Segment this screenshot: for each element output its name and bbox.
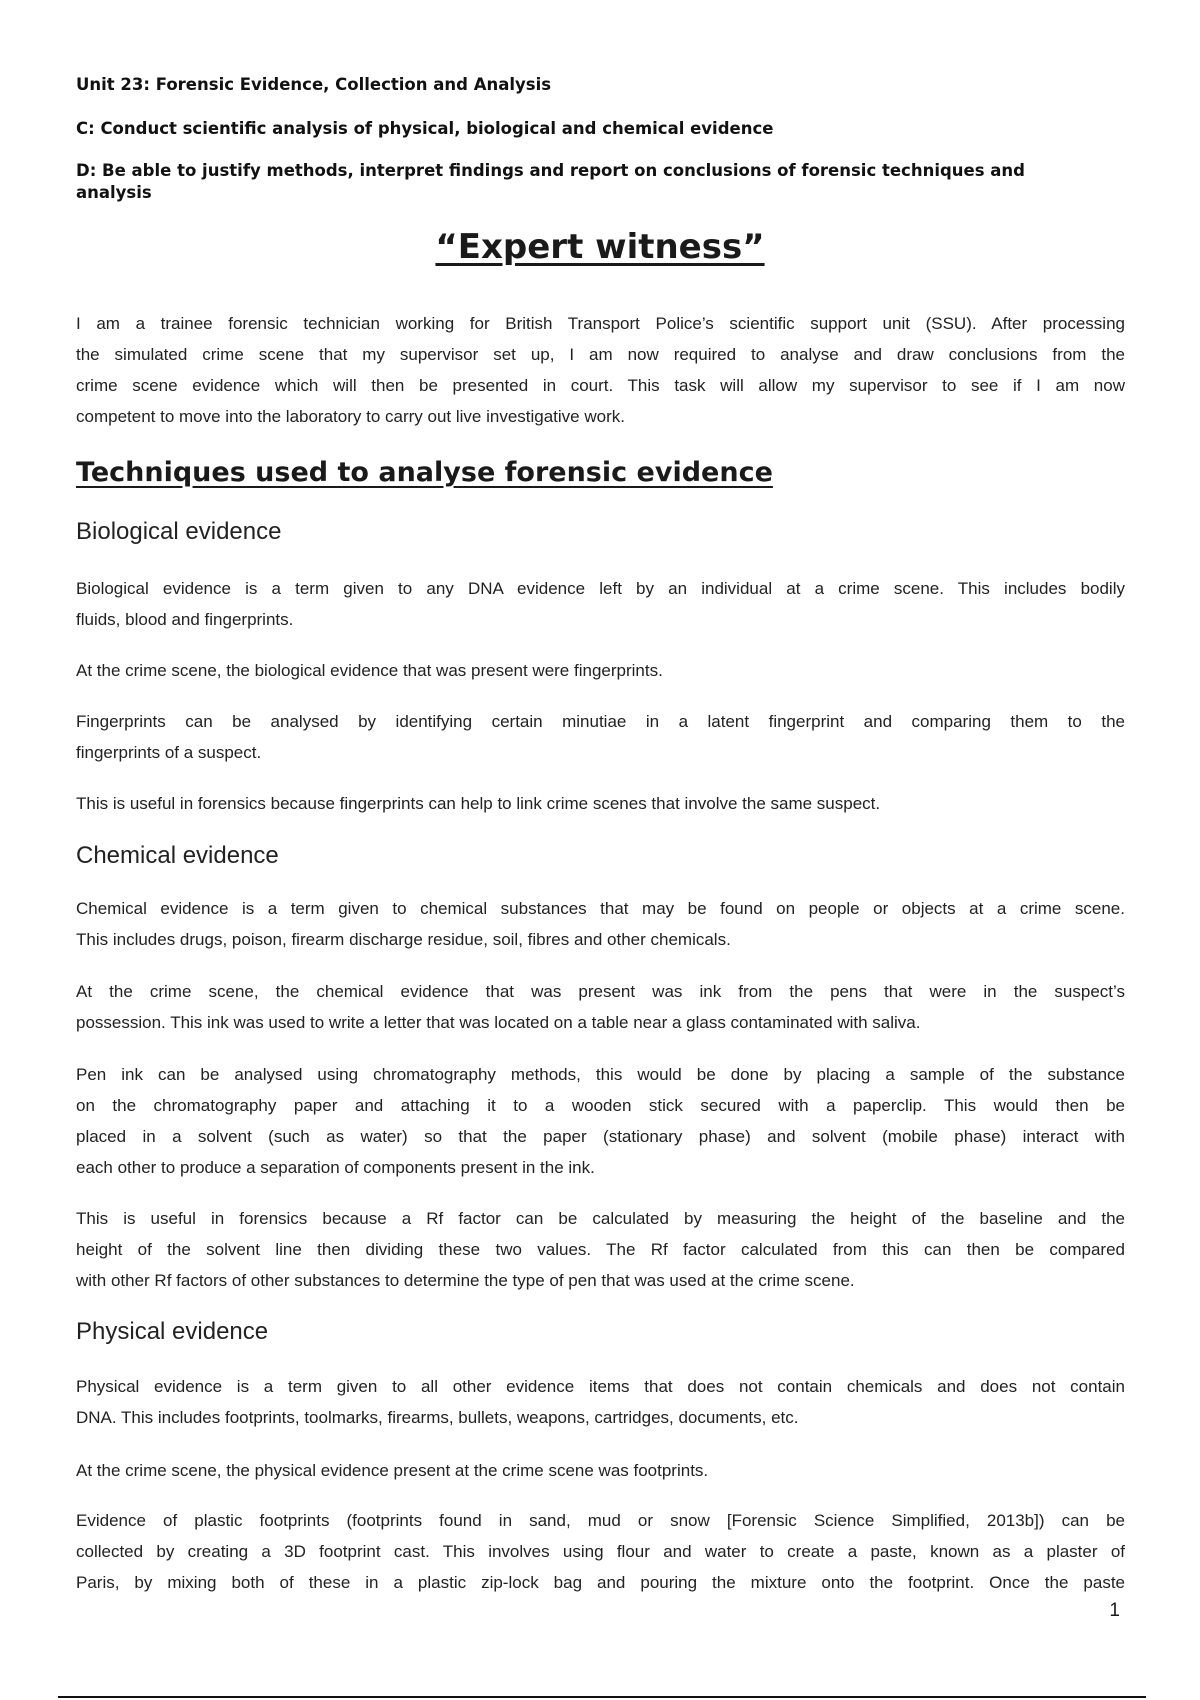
text-line: crime scene evidence which will then be presented in court. This task will allow my supervisor to see if I am now [76,376,1125,395]
text-line: Biological evidence is a term given to any DNA evidence left by an individual at a crime scene. This includes bodily [76,579,1125,598]
chemical-heading: Chemical evidence [76,842,279,869]
text-line: Pen ink can be analysed using chromatography methods, this would be done by placing a sample of the substance [76,1065,1125,1084]
text-line: I am a trainee forensic technician working for British Transport Police’s scientific support unit (SSU). After processing [76,314,1125,333]
text-line: At the crime scene, the chemical evidence that was present was ink from the pens that were in the suspect’s [76,982,1125,1001]
paragraph [76,788,1125,819]
paragraph [76,1455,1125,1486]
paragraph [76,976,1125,1038]
criterion-d-line: analysis [76,183,152,202]
text-line: Paris, by mixing both of these in a plastic zip-lock bag and pouring the mixture onto the footprint. Once the paste [76,1573,1125,1592]
text-line: placed in a solvent (such as water) so that the paper (stationary phase) and solvent (mobile phase) interact with [76,1127,1125,1146]
criterion-c: C: Conduct scientific analysis of physical, biological and chemical evidence [76,119,774,138]
physical-heading: Physical evidence [76,1318,269,1345]
text-line: Evidence of plastic footprints (footprints found in sand, mud or snow [Forensic Science Simplified, 2013b]) can be [76,1511,1125,1530]
paragraph [76,655,1125,686]
criterion-d [76,160,1025,204]
text-line: with other Rf factors of other substances to determine the type of pen that was used at the crime scene. [76,1271,855,1290]
intro-paragraph [76,308,1125,432]
biological-heading: Biological evidence [76,518,282,545]
paragraph [76,1505,1125,1598]
text-line: collected by creating a 3D footprint cast. This involves using flour and water to create a paste, known as a plaster of [76,1542,1125,1561]
paragraph [76,1203,1125,1296]
text-line: the simulated crime scene that my supervisor set up, I am now required to analyse and draw conclusions from the [76,345,1125,364]
text-line: height of the solvent line then dividing these two values. The Rf factor calculated from this can then be compared [76,1240,1125,1259]
text-line: Physical evidence is a term given to all other evidence items that does not contain chemicals and does not contain [76,1377,1125,1396]
text-line: At the crime scene, the biological evidence that was present were fingerprints. [76,661,663,680]
section-heading: Techniques used to analyse forensic evidence [76,457,773,488]
page-number: 1 [1109,1600,1120,1621]
text-line: on the chromatography paper and attaching it to a wooden stick secured with a paperclip. This would then be [76,1096,1125,1115]
footer-divider [58,1696,1146,1698]
criterion-d-line: D: Be able to justify methods, interpret findings and report on conclusions of forensic techniques and [76,161,1025,180]
text-line: At the crime scene, the physical evidence present at the crime scene was footprints. [76,1461,709,1480]
paragraph [76,706,1125,768]
text-line: fingerprints of a suspect. [76,743,262,762]
text-line: This is useful in forensics because a Rf factor can be calculated by measuring the height of the baseline and the [76,1209,1125,1228]
text-line: Fingerprints can be analysed by identifying certain minutiae in a latent fingerprint and comparing them to the [76,712,1125,731]
text-line: competent to move into the laboratory to carry out live investigative work. [76,407,625,426]
paragraph [76,1059,1125,1183]
text-line: fluids, blood and fingerprints. [76,610,294,629]
text-line: each other to produce a separation of components present in the ink. [76,1158,595,1177]
text-line: Chemical evidence is a term given to chemical substances that may be found on people or objects at a crime scene. [76,899,1125,918]
text-line: DNA. This includes footprints, toolmarks, firearms, bullets, weapons, cartridges, documents, etc. [76,1408,799,1427]
text-line: This includes drugs, poison, firearm discharge residue, soil, fibres and other chemicals. [76,930,731,949]
paragraph [76,573,1125,635]
paragraph [76,1371,1125,1433]
document-title: “Expert witness” [435,227,765,267]
paragraph [76,893,1125,955]
text-line: possession. This ink was used to write a letter that was located on a table near a glass contaminated with saliva. [76,1013,921,1032]
unit-heading: Unit 23: Forensic Evidence, Collection and Analysis [76,75,552,94]
text-line: This is useful in forensics because fingerprints can help to link crime scenes that involve the same suspect. [76,794,881,813]
